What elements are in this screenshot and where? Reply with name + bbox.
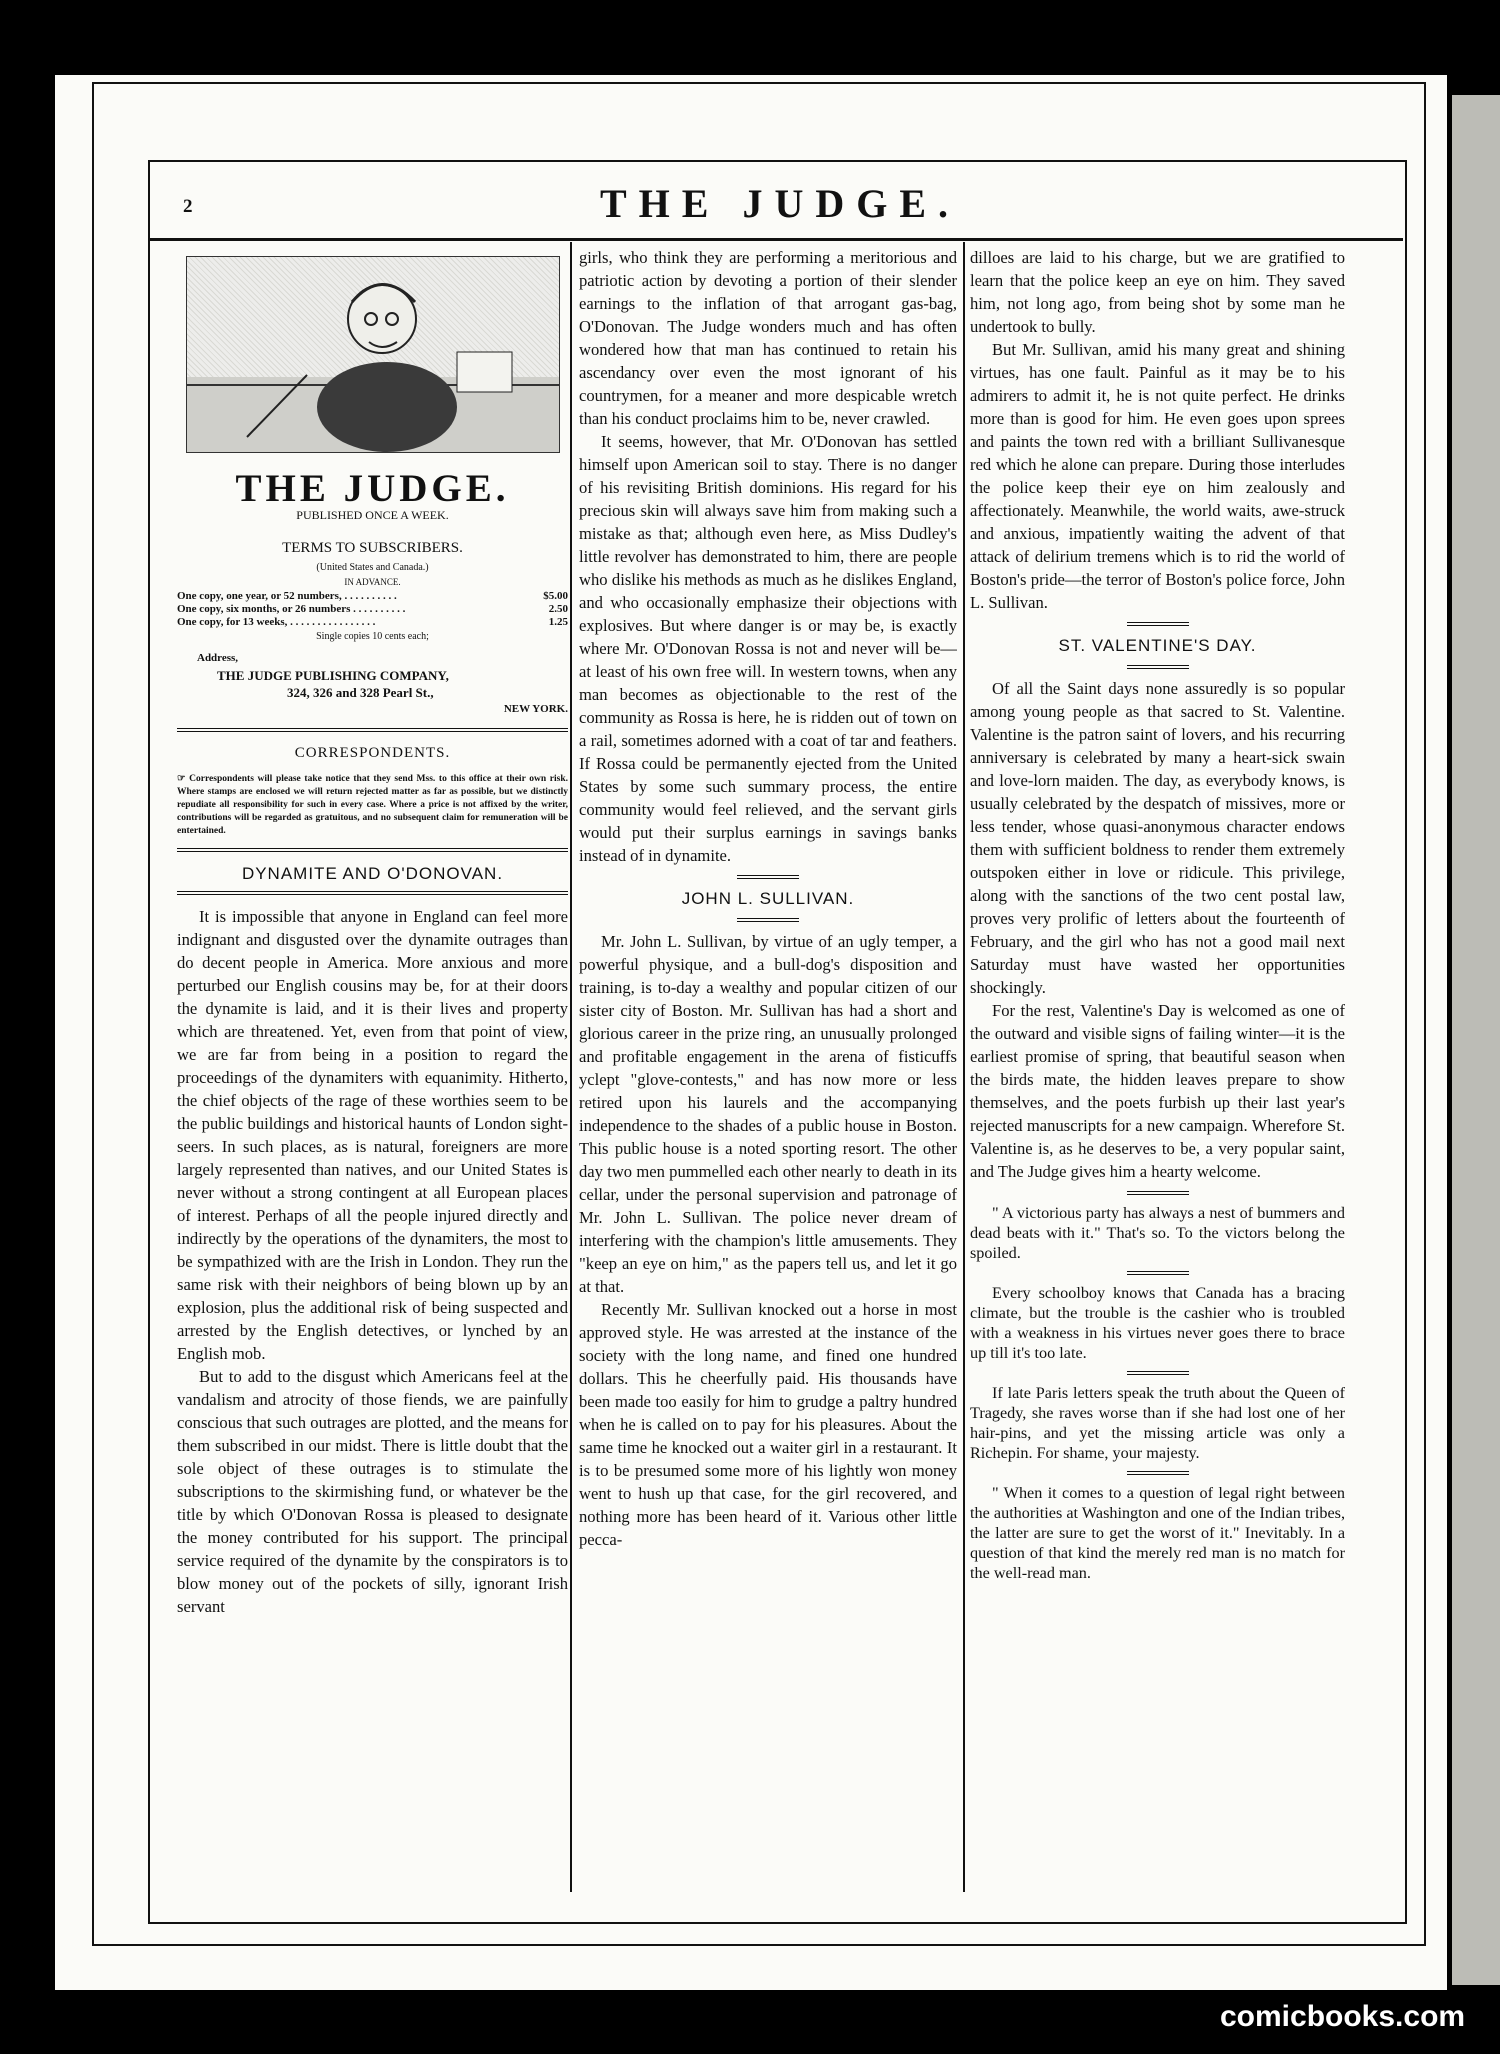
section-rule — [1127, 665, 1189, 669]
single-copies: Single copies 10 cents each; — [316, 631, 429, 642]
paragrapher-item: Every schoolboy knows that Canada has a bracing climate, but the trouble is the cashier who is troubled with a weakness in his virtues never goes there to brace up till it's too late. — [970, 1284, 1345, 1362]
article-paragraph: dilloes are laid to his charge, but we are gratified to learn that the police keep an eye on him. They saved him, not long ago, from being shot by some man he undertook to bully. — [970, 248, 1345, 336]
article-paragraph: girls, who think they are performing a meritorious and patriotic action by devoting a portion of their slender earnings to the inflation of that arrogant gas-bag, O'Donovan. The Judge wonders much and has often wondered how that man has continued to retain his ascendancy over even the most ignorant of his countrymen, for a meaner and more despicable wretch than his conduct proclaims him to be, never crawled. — [579, 248, 957, 428]
section-rule — [177, 891, 568, 895]
rate-row — [177, 616, 568, 629]
article-paragraph: For the rest, Valentine's Day is welcomed as one of the outward and visible signs of failing winter—it is the earliest promise of spring, that beautiful season when the birds mate, the hidden leaves prepare to show themselves, and the poets furbish up their last year's rejected manuscripts for a new campaign. Wherefore St. Valentine is, as he deserves to be, a very popular saint, and The Judge gives him a hearty welcome. — [970, 1001, 1345, 1181]
terms-region: (United States and Canada.) — [316, 562, 429, 573]
column-1 — [177, 248, 568, 1888]
publication-title: THE JUDGE. — [235, 467, 510, 510]
correspondents-notice: ☞ Correspondents will please take notice that they send Mss. to this office at their own risk. Where stamps are enclosed we will return rejected matter as far as possible, but we distinctly repudiate all responsibility for such in every case. Where a price is not affixed by the writer, contributions will be regarded as gratuitous, and no subsequent claim for remuneration will be entertained. — [177, 774, 568, 836]
address-street: 324, 326 and 328 Pearl St., — [287, 685, 434, 700]
article-paragraph: It seems, however, that Mr. O'Donovan has settled himself upon American soil to stay. There is no danger of his revisiting British dominions. His regard for his precious skin will always save him from making such a mistake as that; although even here, as Miss Dudley's little revolver has demonstrated to him, there are people who dislike his methods as much as he dislikes England, and who occasionally emphasize their objections with explosives. But where danger is or may be, is exactly where Mr. O'Donovan Rossa is not and never will be—at least of his own free will. In western towns, when any man becomes as objectionable to the rest of the community as Rossa is here, he is ridden out of town on a rail, sometimes adorned with a coat of tar and feathers. If Rossa could be permanently ejected from the United States by some such summary process, the entire community would feel relieved, and the servant girls would put their surplus earnings in savings banks instead of in dynamite. — [579, 432, 957, 865]
section-rule — [1127, 1191, 1189, 1195]
column-3 — [970, 246, 1345, 1886]
section-rule — [177, 728, 568, 732]
article-paragraph: It is impossible that anyone in England can feel more indignant and disgusted over the dynamite outrages than do decent people in America. More anxious and more perturbed our English cousins may be, for at their doors the dynamite is laid, and it is their lives and property which are threatened. Yet, even from that point of view, we are far from being in a position to regard the proceedings of the dynamiters with equanimity. Hitherto, the chief objects of the rage of these worthies seem to be the public buildings and historical haunts of London sight-seers. In such places, as is natural, foreigners are more largely represented than natives, and our United States is never without a strong contingent at all European places of interest. Perhaps of all the people injured directly and indirectly by the operations of the dynamiters, the most to be sympathized with are the Irish in London. They run the same risk with their neighbors of being blown up by an explosion, plus the additional risk of being suspected and arrested by the English detectives, or lynched by an English mob. — [177, 907, 568, 1363]
article-paragraph: But Mr. Sullivan, amid his many great and shining virtues, has one fault. Painful as it may be to his admirers to admit it, he is not quite perfect. He drinks more than is good for him. He even goes upon sprees and paints the town red with a brilliant Sullivanesque red which he alone can prepare. During those interludes the police keep their eye on him zealously and affectionately. Meanwhile, the world waits, awe-struck and anxious, impatiently waiting the advent of that attack of delirium tremens which is to rid the world of Boston's pride—the terror of Boston's police force, John L. Sullivan. — [970, 340, 1345, 612]
article-paragraph: But to add to the disgust which Americans feel at the vandalism and atrocity of those fiends, we are painfully conscious that such outrages are plotted, and the means for them subscribed in our midst. There is little doubt that the sole object of these outrages is to stimulate the subscriptions to the skirmishing fund, or whatever be the title by which O'Donovan Rossa is pleased to designate the money contributed for his support. The principal service required of the dynamite by the conspirators is to blow money out of the pockets of silly, ignorant Irish servant — [177, 1367, 568, 1616]
article-paragraph: Recently Mr. Sullivan knocked out a horse in most approved style. He was arrested at the instance of the society with the long name, and fined one hundred dollars. This he cheerfully paid. His thousands have been made too easily for him to grudge a paltry hundred when he is called on to pay for his pleasures. About the same time he knocked out a waiter girl in a restaurant. It is to be presumed some more of his lightly won money went to hush up that case, for the girl recovered, and nothing more has been heard of it. Various other little pecca- — [579, 1300, 957, 1549]
article-heading-valentine: ST. VALENTINE'S DAY. — [1058, 636, 1257, 655]
published-frequency: PUBLISHED ONCE A WEEK. — [296, 508, 449, 522]
page-number: 2 — [183, 196, 193, 217]
article-paragraph: Of all the Saint days none assuredly is so popular among young people as that sacred to St. Valentine. Valentine is the patron saint of lovers, and his recurring anniversary is celebrated by many a heart-sick swain and love-lorn maiden. The day, as everybody knows, is usually celebrated by the despatch of missives, more or less tender, whose quasi-anonymous character endows them with sufficient boldness to render them extremely outspoken either in love or ridicule. This privilege, along with the sanctions of the two cent postal law, proves very prolific of letters about the fourteenth of February, and the girl who has not a good mail next Saturday must have wasted her opportunities shockingly. — [970, 679, 1345, 997]
article-paragraph: Mr. John L. Sullivan, by virtue of an ugly temper, a powerful physique, and a bull-dog's disposition and training, is to-day a wealthy and popular citizen of our sister city of Boston. Mr. Sullivan has had a short and glorious career in the prize ring, an unusually prolonged and profitable engagement in the arena of fisticuffs yclept "glove-contests," and has now more or less retired upon his laurels and the accompanying independence to the shades of a public house in Boston. This public house is a noted sporting resort. The other day two men pummelled each other nearly to death in its cellar, under the personal supervision and patronage of Mr. John L. Sullivan. The police never dream of interfering with the champion's little amusements. They "keep an eye on him," as the papers tell us, and let it go at that. — [579, 932, 957, 1296]
judge-cartoon-illustration — [186, 256, 560, 453]
paragrapher-item: " When it comes to a question of legal right between the authorities at Washington and one of the Indian tribes, the latter are sure to get the worst of it." Inevitably. In a question of that kind the merely red man is no match for the well-read man. — [970, 1484, 1345, 1582]
article-heading-sullivan: JOHN L. SULLIVAN. — [681, 889, 855, 908]
site-watermark: comicbooks.com — [1220, 2000, 1466, 2033]
section-rule — [1127, 1471, 1189, 1475]
column-2 — [579, 246, 957, 1886]
masthead-rule — [150, 238, 1403, 241]
rate-label: One copy, one year, or 52 numbers, . . . . . . . . . . — [177, 590, 397, 602]
next-page-edge — [1452, 95, 1500, 1985]
rate-price: 2.50 — [548, 603, 568, 615]
address-label: Address, — [197, 652, 239, 664]
rate-label: One copy, for 13 weeks, . . . . . . . . . . . . . . . . — [177, 616, 376, 628]
section-rule — [737, 875, 799, 879]
rate-price: $5.00 — [543, 590, 568, 602]
column-rule-2 — [963, 242, 965, 1892]
address-city: NEW YORK. — [503, 703, 568, 715]
correspondents-heading: CORRESPONDENTS. — [294, 745, 451, 761]
section-rule — [1127, 1371, 1189, 1375]
article-heading-dynamite: DYNAMITE AND O'DONOVAN. — [241, 864, 504, 883]
judge-figure-drawing — [187, 257, 559, 452]
paragrapher-item: " A victorious party has always a nest of bummers and dead beats with it." That's so. To the victors belong the spoiled. — [970, 1204, 1345, 1262]
masthead-title: THE JUDGE. — [599, 181, 961, 226]
column-rule-1 — [570, 242, 572, 1892]
rate-label: One copy, six months, or 26 numbers . . . . . . . . . . — [177, 603, 406, 615]
rate-row — [177, 603, 568, 616]
rate-price: 1.25 — [548, 616, 568, 628]
section-rule — [737, 918, 799, 922]
paragrapher-item: If late Paris letters speak the truth about the Queen of Tragedy, she raves worse than if she had lost one of her hair-pins, and yet the missing article was only a Richepin. For shame, your majesty. — [970, 1384, 1345, 1462]
section-rule — [1127, 622, 1189, 626]
section-rule — [177, 848, 568, 852]
terms-title: TERMS TO SUBSCRIBERS. — [282, 540, 463, 556]
section-rule — [1127, 1271, 1189, 1275]
rate-row — [177, 590, 568, 603]
address-company: THE JUDGE PUBLISHING COMPANY, — [217, 668, 449, 683]
terms-advance: IN ADVANCE. — [344, 577, 401, 587]
